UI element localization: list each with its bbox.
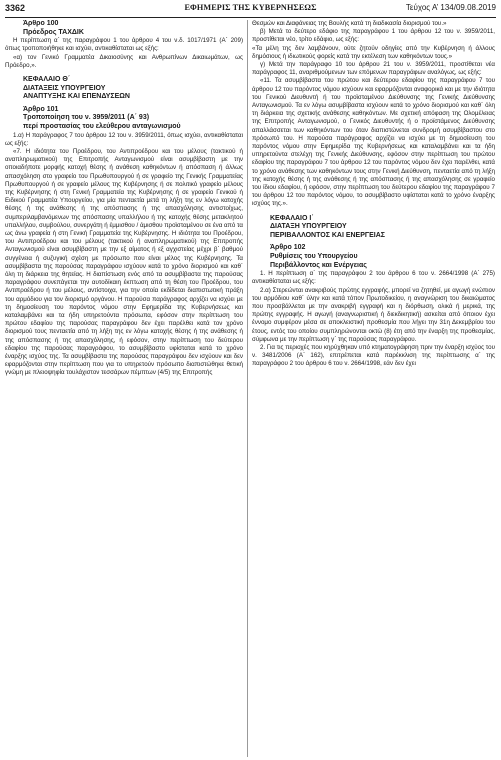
article-102-paragraph-2: 2.α) Στερεώνται ανακριβούς πρώτης εγγραφής, μπορεί να ζητηθεί, με αγωγή ενώπιον του αρμόδιου καθ΄ ύλην και κατά τόπον Πρωτοδικείου, η αναγνώριση του δικαιώματος που προσβάλλεται με την ανακριβή εγγραφή και η διόρθωση, ολικά ή μερικά, της πρώτης εγγραφής. Η αγωγή (αναγνωριστική ή διεκδικητική) ασκείται από όποιον έχει έννομο συμφέρον μέσα σε αποκλειστική προθεσμία που λήγει την 31η Δεκεμβρίου του έτους, εντός του οποίου συμπληρώνονται οκτώ (8) έτη από την έναρξη της προθεσμίας, σύμφωνα με την περίπτωση γ΄ της παρούσας παραγράφου.: [252, 286, 495, 343]
issue-label: Τεύχος Α’ 134/09.08.2019: [405, 3, 496, 12]
paragraph-continuation: Θεσμών και Διαφάνειας της Βουλής κατά τη διαδικασία διορισμού του.»: [252, 20, 447, 27]
page-number: 3362: [5, 3, 26, 13]
chapter-10-line-2: ΠΕΡΙΒΑΛΛΟΝΤΟΣ ΚΑΙ ΕΝΕΡΓΕΙΑΣ: [270, 231, 385, 239]
article-102-paragraph-1: 1. Η περίπτωση α΄ της παραγράφου 2 του άρθρου 6 του ν. 2664/1998 (Α΄ 275) αντικαθίσταται ως εξής:: [252, 270, 495, 286]
page-header: [5, 3, 496, 15]
chapter-9-line-1: ΔΙΑΤΑΞΕΙΣ ΥΠΟΥΡΓΕΙΟΥ: [23, 84, 106, 92]
column-divider: [247, 20, 248, 757]
article-101-line-1: Τροποποίηση του ν. 3959/2011 (Α΄ 93): [23, 114, 150, 122]
article-101-line-2: περί προστασίας του ελεύθερου ανταγωνισμού: [23, 122, 181, 130]
paragraph-b-quote: «Τα μέλη της δεν λαμβάνουν, ούτε ζητούν οδηγίες από την Κυβέρνηση ή άλλους δημόσιους ή ιδιωτικούς φορείς κατά την εκτέλεση των καθηκόντων τους.»: [252, 44, 495, 60]
gazette-title: ΕΦΗΜΕΡΙΣ ΤΗΣ ΚΥΒΕΡΝΗΣΕΩΣ: [184, 3, 317, 12]
paragraph-c: γ) Μετά την παράγραφο 10 του άρθρου 21 του ν. 3959/2011, προστίθεται νέα παράγραφος 11, αναριθμούμενων των επόμενων παραγράφων αναλόγως, ως εξής:: [252, 61, 495, 77]
article-102-paragraph-3: 2. Για τις περιοχές που κηρύχθηκαν υπό κτηματογράφηση πριν την έναρξη ισχύος του ν. 3481/2006 (Α΄ 162), επιτρέπεται κατά παρέκκλιση της περίπτωσης α΄ της παραγράφου 2 του άρθρου 6 του ν. 2664/1998, εάν δεν έχει: [252, 344, 495, 368]
article-100-subtitle: Πρόεδρος ΤΑΧΔΙΚ: [23, 28, 84, 36]
article-101-paragraph-1: 1.α) Η παράγραφος 7 του άρθρου 12 του ν. 3959/2011, όπως ισχύει, αντικαθίσταται ως εξής:: [5, 131, 243, 147]
header-rule: [5, 17, 496, 18]
article-102-line-1: Ρυθμίσεις του Υπουργείου: [270, 253, 358, 261]
article-100-paragraph: Η περίπτωση α΄ της παραγράφου 1 του άρθρου 4 του ν.δ. 1017/1971 (Α΄ 209) όπως τροποποιήθηκε και ισχύει, αντικαθίσταται ως εξής:: [5, 37, 243, 53]
article-101-paragraph-2: «7. Η ιδιότητα του Προέδρου, του Αντιπροέδρου και του μέλους (τακτικού ή αναπληρωματικού) της Επιτροπής Ανταγωνισμού είναι ασυμβίβαστη με την οποιαδήποτε μορφής κατοχή θέσης ή ανάθεση καθηκόντων ή απόσπαση ή άλλως απασχόληση στο γραφείο του Πρωθυπουργού ή σε γραφείο της Γενικής Γραμματείας Πρωθυπουργού ή σε γραφείο μέλους της Κυβέρνησης ή σε πολιτικό γραφείο μέλους της Κυβέρνησης ή στη Γενική Γραμματεία της Κυβέρνησης ή σε γραφείο Γενικού ή Ειδικού Γραμματέα Υπουργείου, για μία πενταετία μετά τη λήξη της εν λόγω κατοχής θέσης ή της ανάθεσης ή της απόσπασης ή της απασχόλησης αντιστοίχως, συμπεριλαμβανόμενων της απόσπασης υπαλλήλου ή της κατοχής θέσης μετακλητού υπαλλήλου, συμβούλου, συνεργάτη ή έμμισθου / άμισθου προϊσταμένου σε ένα από τα ως άνω γραφεία ή στη Γενική Γραμματεία της Κυβέρνησης. Η ιδιότητα του Προέδρου, του Αντιπροέδρου και του μέλους (τακτικού ή αναπληρωματικού) της Επιτροπής Ανταγωνισμού είναι ασυμβίβαστη με την εξ αίματος ή εξ αγχιστείας μέχρι β΄ βαθμού συγγένεια ή συζυγική σχέση με πρόσωπο που είναι μέλος της Κυβέρνησης. Τα ασυμβίβαστα της παρούσας παραγράφου ισχύουν κατά το χρόνο διορισμού και καθ΄ όλη τη διάρκεια της θητείας. Η διαπίστωση ενός από τα ασυμβίβαστα της παρούσας παραγράφου συνεπάγεται την αυτοδίκαιη έκπτωση από τη θέση του Προέδρου, του Αντιπροέδρου ή του μέλους, αντίστοιχα, για την οποία εκδίδεται διαπιστωτική πράξη του αρμόδιου για τον διορισμό οργάνου. Η παρούσα παράγραφος αρχίζει να ισχύει με τη δημοσίευση του παρόντος νόμου στην Εφημερίδα της Κυβερνήσεως και καταλαμβάνει και τα ήδη υπηρετούντα πρόσωπα, εφόσον στην περίπτωση του πρώτου εδαφίου της παρούσας παραγράφου δεν έχει παρέλθει κατά τον χρόνο διορισμού τους πενταετία από τη λήξη της εν λόγω κατοχής θέσης ή της ανάθεσης ή της απόσπασης ή της απασχόλησης, ή εφόσον, στην περίπτωση του δεύτερου εδαφίου της παρούσας παραγράφου, το ασυμβίβαστο υφίσταται κατά το χρόνο έναρξης ισχύος της. Τα ασυμβίβαστα της παρούσας παραγράφου δεν ισχύουν και δεν εφαρμόζονται στην περίπτωση που για το υπηρετούν πρόσωπο διαπιστώθηκε θετική γνώμη με πλειοψηφία τουλάχιστον τεσσάρων πέμπτων (4/5) της Επιτροπής: [5, 147, 243, 377]
article-100-quote: «α) τον Γενικό Γραμματέα Δικαιοσύνης και Ανθρωπίνων Δικαιωμάτων, ως Πρόεδρο,».: [5, 53, 243, 69]
paragraph-b: β) Μετά το δεύτερο εδάφιο της παραγράφου 1 του άρθρου 12 του ν. 3959/2011, προστίθεται νέο, τρίτο εδάφιο, ως εξής:: [252, 28, 495, 44]
right-column: [252, 20, 495, 758]
article-102-title: Άρθρο 102: [270, 244, 306, 252]
paragraph-11-quote: «11. Τα ασυμβίβαστα του πρώτου και δεύτερου εδαφίου της παραγράφου 7 του άρθρου 12 του παρόντος νόμου ισχύουν και εφαρμόζονται αναφορικά και με την ιδιότητα του Γενικού Διευθυντή ή του προϊσταμένου Διεύθυνσης της Γενικής Διεύθυνσης Ανταγωνισμού. Τα εν λόγω ασυμβίβαστα ισχύουν κατά το χρόνο διορισμού και καθ΄ όλη τη διάρκεια της σχετικής ανάθεσης καθηκόντων. Με σχετική απόφαση της Ολομέλειας της Επιτροπής Ανταγωνισμού, ο Γενικός Διευθυντής ή ο προϊστάμενος Διεύθυνσης απαλλάσσεται των καθηκόντων του όταν διαπιστώνεται συνδρομή ασυμβίβαστου στο πρόσωπό του. Η παρούσα παράγραφος αρχίζει να ισχύει με τη δημοσίευση του παρόντος νόμου στην Εφημερίδα της Κυβερνήσεως και καταλαμβάνει και τα ήδη υπηρετούντα στελέχη της Γενικής Διεύθυνσης, εφόσον στην περίπτωση του πρώτου εδαφίου της παραγράφου 7 του άρθρου 12 του παρόντος νόμου δεν έχει παρέλθει, κατά το χρόνο ανάθεσης των καθηκόντων τους στην Γενική Διεύθυνση, πενταετία από τη λήξη της κατοχής θέσης ή της ανάθεσης ή της απόσπασης ή της απασχόλησης σε γραφείο του ίδιου εδαφίου, ή εφόσον, στην περίπτωση του δεύτερου εδαφίου της παραγράφου 7 του άρθρου 12 του παρόντος νόμου, το ασυμβίβαστο υφίσταται κατά το χρόνο έναρξης ισχύος της.».: [252, 77, 495, 208]
left-column: [5, 20, 243, 758]
chapter-10-title: ΚΕΦΑΛΑΙΟ Ι΄: [270, 214, 314, 222]
article-101-title: Άρθρο 101: [23, 105, 59, 113]
article-102-line-2: Περιβάλλοντος και Ενέργειας: [270, 261, 367, 269]
chapter-9-line-2: ΑΝΑΠΤΥΞΗΣ ΚΑΙ ΕΠΕΝΔΥΣΕΩΝ: [23, 93, 130, 101]
article-100-title: Άρθρο 100: [23, 20, 59, 27]
chapter-9-title: ΚΕΦΑΛΑΙΟ Θ΄: [23, 76, 71, 83]
chapter-10-line-1: ΔΙΑΤΑΞΗ ΥΠΟΥΡΓΕΙΟΥ: [270, 223, 347, 231]
